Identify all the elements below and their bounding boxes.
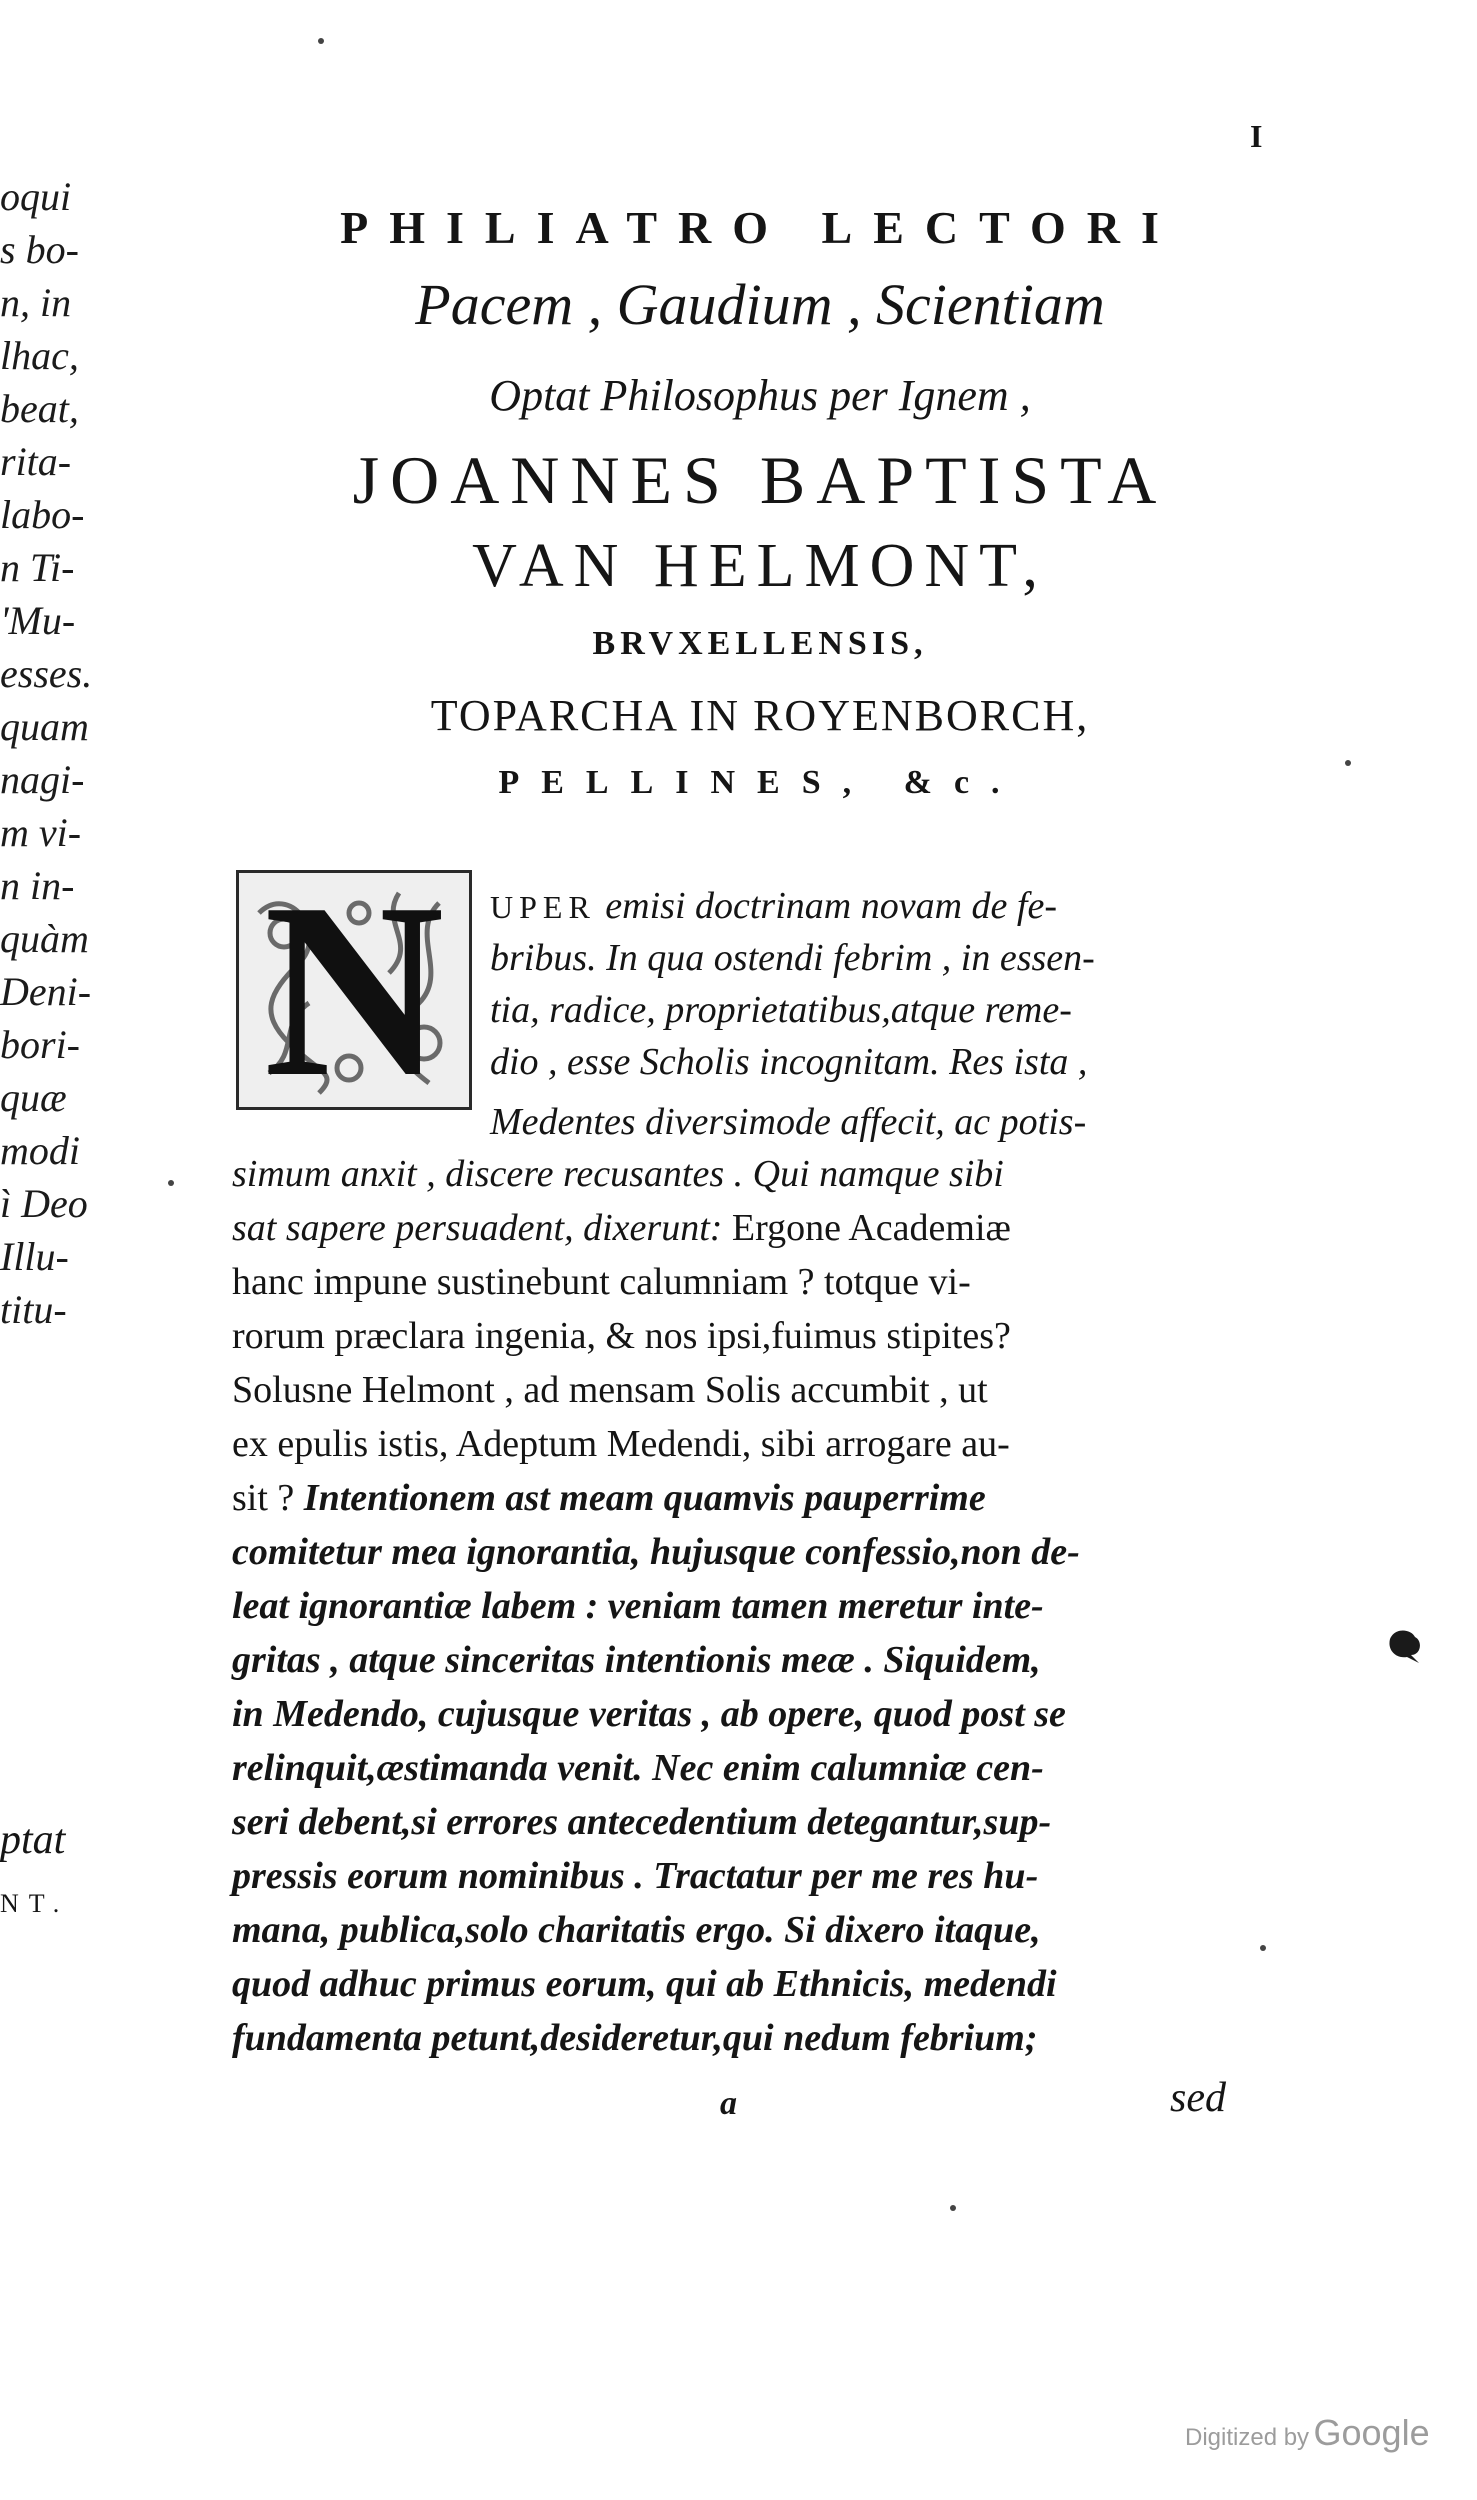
text-line (232, 1472, 986, 1524)
text-line: simum anxit , discere recusantes . Qui namque sibi (232, 1153, 1004, 1195)
margin-text-line: m vi- (0, 810, 82, 855)
text-line: hanc impune sustinebunt calumniam ? totque vi- (232, 1261, 971, 1303)
text-segment: Ergone Academiæ (731, 1207, 1011, 1249)
text-line: rorum præclara ingenia, & nos ipsi,fuimus stipites? (232, 1315, 1011, 1357)
margin-text-line: rita- (0, 439, 72, 484)
margin-text-line: esses. (0, 651, 93, 696)
catchword: sed (1170, 2075, 1226, 2121)
text-line: leat ignorantiæ labem : veniam tamen meretur inte- (232, 1585, 1044, 1627)
digitized-watermark (1185, 2412, 1430, 2454)
margin-text-line: quàm (0, 916, 89, 961)
margin-text-line: Illu- (0, 1234, 69, 1279)
drop-cap-letter: N (263, 852, 445, 1129)
previous-page-margin-lower (0, 1808, 110, 1936)
watermark-prefix: Digitized by (1185, 2424, 1310, 2451)
text-line: Medentes diversimode affecit, ac potis- (490, 1101, 1087, 1143)
text-line: bribus. In qua ostendi febrim , in essen- (490, 937, 1095, 979)
text-line: tia, radice, proprietatibus,atque reme- (490, 989, 1072, 1031)
margin-text-line: quæ (0, 1075, 67, 1120)
heading-origin: BRVXELLENSIS, (592, 625, 928, 662)
text-line: relinquit,æstimanda venit. Nec enim calumniæ cen- (232, 1747, 1044, 1789)
margin-text-line: Deni- (0, 969, 92, 1014)
speck-icon (1260, 1945, 1266, 1951)
margin-text-line: ì Deo (0, 1181, 88, 1226)
heading-title-toparcha: TOPARCHA IN ROYENBORCH, (430, 691, 1090, 740)
signature-mark: a (720, 2085, 737, 2122)
margin-text-line: 'Mu- (0, 598, 76, 643)
heading-author-surname: VAN HELMONT, (472, 532, 1048, 600)
text-segment-small-caps: UPER (490, 889, 596, 925)
margin-text-line: n, in (0, 280, 72, 325)
previous-page-margin (0, 170, 110, 1336)
text-line: Solusne Helmont , ad mensam Solis accumbit , ut (232, 1369, 988, 1411)
text-line: fundamenta petunt,desideretur,qui nedum febrium; (232, 2017, 1038, 2059)
margin-text-line: NT. (0, 1889, 70, 1918)
heading-philiatro-lectori: PHILIATRO LECTORI (340, 202, 1180, 253)
text-line: pressis eorum nominibus . Tractatur per me res hu- (232, 1855, 1039, 1897)
text-line: mana, publica,solo charitatis ergo. Si dixero itaque, (232, 1909, 1041, 1951)
margin-text-line: n Ti- (0, 545, 75, 590)
margin-text-line: oqui (0, 174, 72, 219)
text-line (232, 1202, 1011, 1254)
text-segment: Intentionem ast meam quamvis pauperrime (303, 1477, 986, 1519)
ornamental-drop-cap (236, 852, 472, 1129)
margin-text-line: nagi- (0, 757, 85, 802)
speck-icon (168, 1180, 174, 1186)
margin-text-line: bori- (0, 1022, 80, 1067)
ink-blot-icon (1385, 1625, 1425, 1665)
heading-pellines: PELLINES, &c. (498, 764, 1022, 801)
margin-text-line: beat, (0, 386, 79, 431)
margin-text-line: modi (0, 1128, 80, 1173)
margin-text-line: lhac, (0, 333, 79, 378)
text-line: in Medendo, cujusque veritas , ab opere, quod post se (232, 1693, 1066, 1735)
heading-optat-philosophus: Optat Philosophus per Ignem , (489, 371, 1031, 420)
margin-text-line: ptat (0, 1817, 66, 1863)
page-number: I (1250, 118, 1263, 154)
text-line: quod adhuc primus eorum, qui ab Ethnicis, medendi (232, 1963, 1057, 2005)
text-line: ex epulis istis, Adeptum Medendi, sibi arrogare au- (232, 1423, 1010, 1465)
speck-icon (950, 2205, 956, 2211)
margin-text-line: n in- (0, 863, 75, 908)
speck-icon (318, 38, 324, 44)
watermark-brand: Google (1313, 2412, 1430, 2453)
text-line: dio , esse Scholis incognitam. Res ista , (490, 1041, 1088, 1083)
margin-text-line: quam (0, 704, 89, 749)
margin-text-line: titu- (0, 1287, 67, 1332)
text-line: seri debent,si errores antecedentium detegantur,sup- (232, 1801, 1052, 1843)
text-segment: sit ? (232, 1477, 295, 1519)
text-segment: sat sapere persuadent, dixerunt: (232, 1207, 723, 1249)
text-line: comitetur mea ignorantia, hujusque confessio,non de- (232, 1531, 1080, 1573)
heading-pacem-gaudium: Pacem , Gaudium , Scientiam (415, 272, 1105, 337)
text-segment: emisi doctrinam novam de fe- (605, 885, 1057, 927)
text-line: gritas , atque sinceritas intentionis meæ . Siquidem, (232, 1639, 1041, 1681)
margin-text-line: labo- (0, 492, 85, 537)
text-line (490, 880, 1057, 932)
margin-text-line: s bo- (0, 227, 79, 272)
heading-author-name: JOANNES BAPTISTA (352, 442, 1168, 518)
speck-icon (1345, 760, 1351, 766)
